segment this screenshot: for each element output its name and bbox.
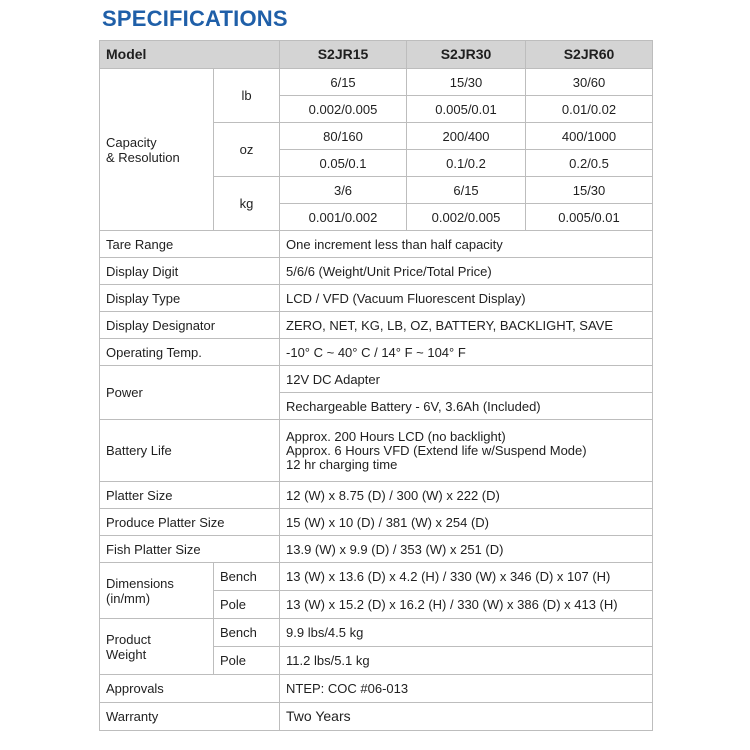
- approvals-label: Approvals: [100, 675, 280, 703]
- capacity-cell: 15/30: [407, 69, 526, 96]
- platter-size-row: [100, 482, 653, 509]
- weight-pole-value: 11.2 lbs/5.1 kg: [280, 647, 653, 675]
- power-row: [100, 366, 653, 393]
- header-row: [100, 41, 653, 69]
- tare-range-value: One increment less than half capacity: [280, 231, 653, 258]
- display-type-row: [100, 285, 653, 312]
- operating-temp-row: [100, 339, 653, 366]
- capacity-label: Capacity & Resolution: [100, 69, 214, 231]
- display-designator-row: [100, 312, 653, 339]
- battery-life-label: Battery Life: [100, 420, 280, 482]
- unit-kg: kg: [214, 177, 280, 231]
- weight-bench-value: 9.9 lbs/4.5 kg: [280, 619, 653, 647]
- power-value: Rechargeable Battery - 6V, 3.6Ah (Included): [280, 393, 653, 420]
- display-designator-label: Display Designator: [100, 312, 280, 339]
- dimensions-bench-value: 13 (W) x 13.6 (D) x 4.2 (H) / 330 (W) x 346 (D) x 107 (H): [280, 563, 653, 591]
- power-value: 12V DC Adapter: [280, 366, 653, 393]
- dimensions-bench-label: Bench: [214, 563, 280, 591]
- capacity-cell: 400/1000: [526, 123, 653, 150]
- fish-platter-value: 13.9 (W) x 9.9 (D) / 353 (W) x 251 (D): [280, 536, 653, 563]
- dimensions-label: Dimensions (in/mm): [100, 563, 214, 619]
- warranty-row: [100, 703, 653, 731]
- capacity-cell: 6/15: [280, 69, 407, 96]
- fish-platter-row: [100, 536, 653, 563]
- capacity-cell: 200/400: [407, 123, 526, 150]
- resolution-cell: 0.001/0.002: [280, 204, 407, 231]
- header-model: Model: [100, 41, 280, 69]
- unit-oz: oz: [214, 123, 280, 177]
- header-model-3: S2JR60: [526, 41, 653, 69]
- approvals-row: [100, 675, 653, 703]
- power-label: Power: [100, 366, 280, 420]
- tare-range-row: [100, 231, 653, 258]
- resolution-cell: 0.1/0.2: [407, 150, 526, 177]
- display-digit-label: Display Digit: [100, 258, 280, 285]
- dimensions-pole-value: 13 (W) x 15.2 (D) x 16.2 (H) / 330 (W) x 386 (D) x 413 (H): [280, 591, 653, 619]
- header-model-1: S2JR15: [280, 41, 407, 69]
- display-designator-value: ZERO, NET, KG, LB, OZ, BATTERY, BACKLIGHT, SAVE: [280, 312, 653, 339]
- capacity-cell: 80/160: [280, 123, 407, 150]
- display-type-label: Display Type: [100, 285, 280, 312]
- resolution-cell: 0.005/0.01: [526, 204, 653, 231]
- product-weight-label: Product Weight: [100, 619, 214, 675]
- battery-life-value: Approx. 200 Hours LCD (no backlight) Approx. 6 Hours VFD (Extend life w/Suspend Mode) 12 hr charging time: [280, 420, 653, 482]
- capacity-cell: 6/15: [407, 177, 526, 204]
- page-title: SPECIFICATIONS: [102, 6, 288, 31]
- resolution-cell: 0.005/0.01: [407, 96, 526, 123]
- warranty-value: Two Years: [280, 703, 653, 731]
- fish-platter-label: Fish Platter Size: [100, 536, 280, 563]
- header-model-2: S2JR30: [407, 41, 526, 69]
- dimensions-row: [100, 563, 653, 591]
- produce-platter-value: 15 (W) x 10 (D) / 381 (W) x 254 (D): [280, 509, 653, 536]
- display-type-value: LCD / VFD (Vacuum Fluorescent Display): [280, 285, 653, 312]
- produce-platter-label: Produce Platter Size: [100, 509, 280, 536]
- capacity-cell: 3/6: [280, 177, 407, 204]
- weight-bench-label: Bench: [214, 619, 280, 647]
- operating-temp-value: -10° C ~ 40° C / 14° F ~ 104° F: [280, 339, 653, 366]
- dimensions-pole-label: Pole: [214, 591, 280, 619]
- platter-size-label: Platter Size: [100, 482, 280, 509]
- weight-row: [100, 619, 653, 647]
- tare-range-label: Tare Range: [100, 231, 280, 258]
- resolution-cell: 0.002/0.005: [280, 96, 407, 123]
- display-digit-row: [100, 258, 653, 285]
- weight-pole-label: Pole: [214, 647, 280, 675]
- specifications-table: [99, 40, 653, 731]
- warranty-label: Warranty: [100, 703, 280, 731]
- platter-size-value: 12 (W) x 8.75 (D) / 300 (W) x 222 (D): [280, 482, 653, 509]
- resolution-cell: 0.01/0.02: [526, 96, 653, 123]
- capacity-row: [100, 69, 653, 96]
- capacity-cell: 15/30: [526, 177, 653, 204]
- approvals-value: NTEP: COC #06-013: [280, 675, 653, 703]
- display-digit-value: 5/6/6 (Weight/Unit Price/Total Price): [280, 258, 653, 285]
- resolution-cell: 0.2/0.5: [526, 150, 653, 177]
- resolution-cell: 0.002/0.005: [407, 204, 526, 231]
- produce-platter-row: [100, 509, 653, 536]
- capacity-cell: 30/60: [526, 69, 653, 96]
- unit-lb: lb: [214, 69, 280, 123]
- resolution-cell: 0.05/0.1: [280, 150, 407, 177]
- operating-temp-label: Operating Temp.: [100, 339, 280, 366]
- battery-life-row: [100, 420, 653, 482]
